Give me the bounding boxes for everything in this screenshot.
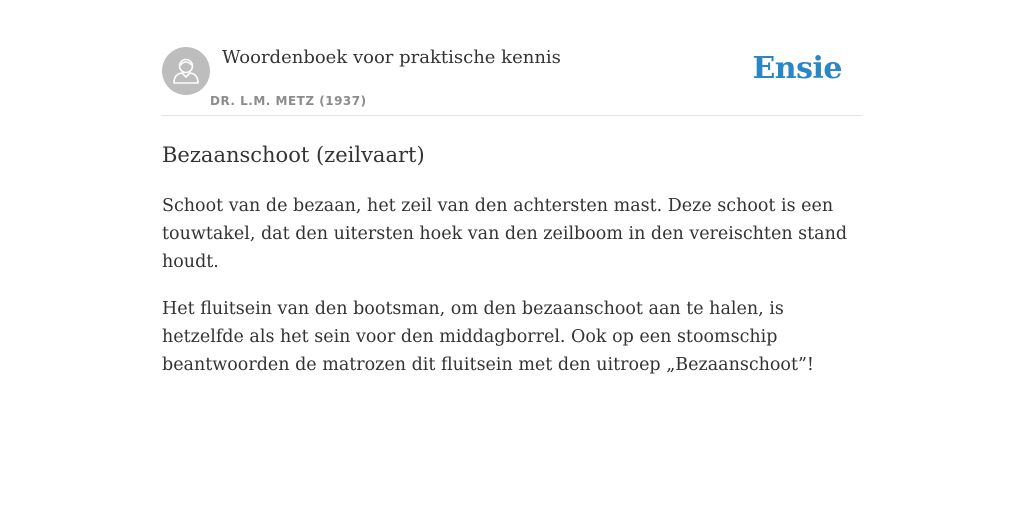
source-avatar[interactable] bbox=[162, 47, 210, 95]
entry-card bbox=[162, 0, 862, 512]
entry-paragraph: Het fluitsein van den bootsman, om den bezaanschoot aan te halen, is hetzelfde als het sein voor den middagborrel. Ook op een stoomschip beantwoorden de matrozen dit fluitsein met den uitroep „Bezaanschoot”! bbox=[162, 299, 814, 375]
ensie-logo[interactable]: Ensie bbox=[752, 51, 842, 86]
entry-title: Bezaanschoot (zeilvaart) bbox=[162, 143, 425, 167]
source-author: DR. L.M. METZ (1937) bbox=[210, 94, 367, 108]
person-icon bbox=[162, 47, 210, 95]
source-header bbox=[162, 0, 862, 116]
entry-paragraph: Schoot van de bezaan, het zeil van den achtersten mast. Deze schoot is een touwtakel, dat den uitersten hoek van den zeilboom in den vereischten stand houdt. bbox=[162, 196, 848, 272]
entry-body bbox=[162, 192, 862, 398]
source-title[interactable]: Woordenboek voor praktische kennis bbox=[222, 47, 561, 68]
